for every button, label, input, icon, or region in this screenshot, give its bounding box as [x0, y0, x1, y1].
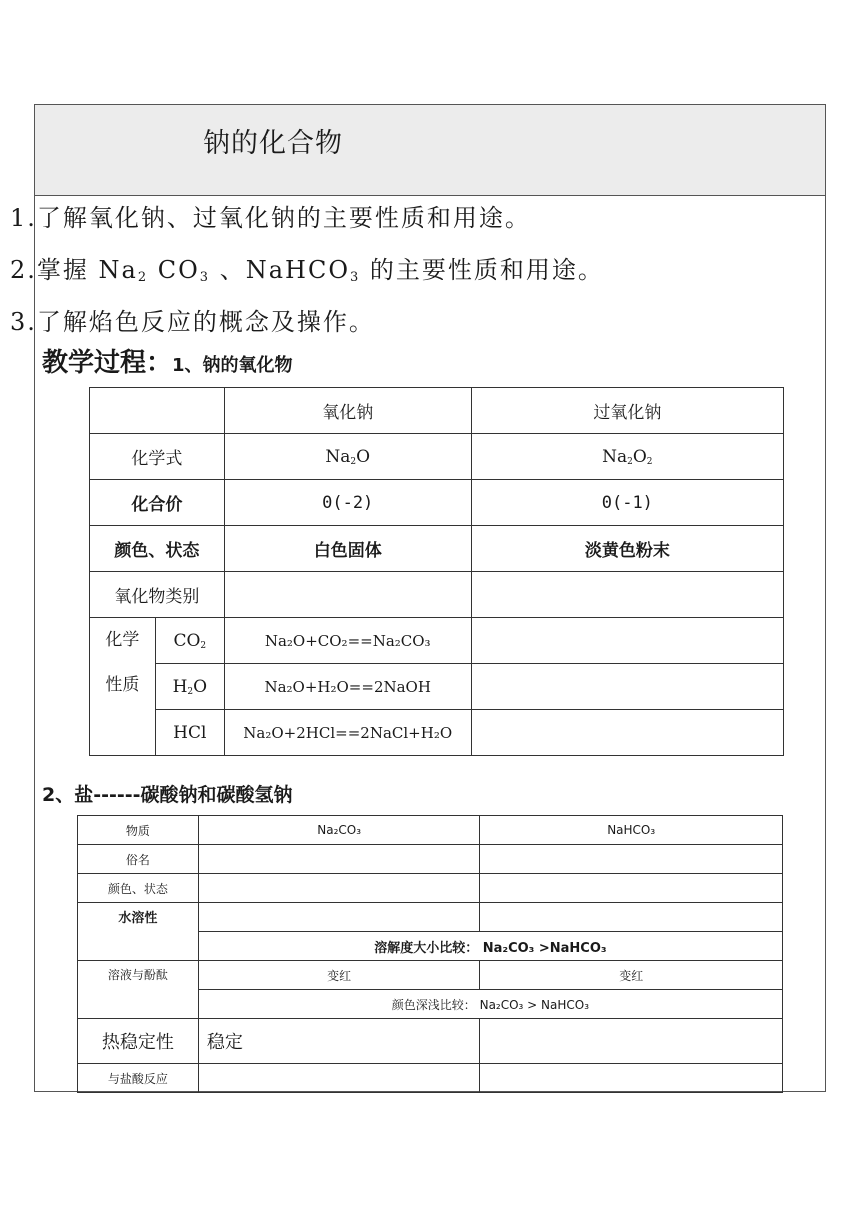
table-row [90, 618, 784, 664]
table-row [90, 526, 784, 572]
table-row [78, 874, 783, 903]
reagent-co2 [155, 618, 224, 664]
table-row [78, 903, 783, 932]
row-label-thermal: 热稳定性 [78, 1019, 199, 1064]
objective-2-separator: 、 [210, 256, 246, 284]
cell-empty [480, 874, 783, 903]
row-label-oxide-class: 氧化物类别 [90, 572, 225, 618]
table-row [78, 1019, 783, 1064]
formula-part: O [632, 446, 647, 467]
process-subheading: 1、钠的氧化物 [172, 355, 293, 376]
cell-na2o2-color-state: 淡黄色粉末 [471, 526, 783, 572]
reagent-sub: 2 [187, 686, 194, 697]
color-compare: 颜色深浅比较： Na₂CO₃ > NaHCO₃ [198, 990, 782, 1019]
cell-na2o-formula [224, 434, 471, 480]
formula-nahco3: NaHCO [245, 256, 350, 284]
cell-empty [480, 903, 783, 932]
cell-na2co3-hcl [198, 1064, 480, 1093]
formula-sub: 2 [646, 456, 653, 467]
formula-na2co3-sub1: 2 [137, 270, 149, 285]
cell-nahco3-phenolphthalein: 变红 [480, 961, 783, 990]
table-row [90, 710, 784, 756]
formula-sub: 2 [350, 456, 357, 467]
objective-2-suffix: 的主要性质和用途。 [360, 256, 604, 284]
chem-props-label-line1: 化学 [105, 630, 140, 650]
header-cell-substance: 物质 [78, 816, 199, 845]
objective-2-prefix: 2.掌握 [10, 256, 99, 284]
cell-nahco3-thermal [480, 1019, 783, 1064]
header-cell-na2o: 氧化钠 [224, 388, 471, 434]
process-heading-line [42, 342, 293, 379]
reagent-h2o [155, 664, 224, 710]
header-cell-na2o2: 过氧化钠 [471, 388, 783, 434]
cell-na2co3-phenolphthalein: 变红 [198, 961, 480, 990]
cell-na2o2-h2o [471, 664, 783, 710]
cell-na2o-oxide-class [224, 572, 471, 618]
reagent-text: H [172, 676, 188, 697]
row-label-common-name: 俗名 [78, 845, 199, 874]
reagent-text: CO [173, 630, 201, 651]
formula-na2co3-c: CO [148, 256, 200, 284]
table-row [78, 1064, 783, 1093]
row-label-color-state: 颜色、状态 [78, 874, 199, 903]
cell-empty [480, 845, 783, 874]
table-row [90, 480, 784, 526]
row-label-formula: 化学式 [90, 434, 225, 480]
equation-h2o: Na₂O+H₂O==2NaOH [224, 664, 471, 710]
cell-na2o2-valence: 0(-1) [471, 480, 783, 526]
header-cell-nahco3: NaHCO₃ [480, 816, 783, 845]
cell-na2co3-thermal: 稳定 [198, 1019, 480, 1064]
cell-na2o2-hcl [471, 710, 783, 756]
cell-nahco3-hcl [480, 1064, 783, 1093]
reagent-sub: 2 [200, 640, 207, 651]
row-label-hcl: 与盐酸反应 [78, 1064, 199, 1093]
cell-na2o2-oxide-class [471, 572, 783, 618]
row-label-color-state: 颜色、状态 [90, 526, 225, 572]
table-row [78, 845, 783, 874]
process-heading: 教学过程： [42, 348, 173, 378]
cell-na2o-color-state: 白色固体 [224, 526, 471, 572]
equation-hcl: Na₂O+2HCl==2NaCl+H₂O [224, 710, 471, 756]
cell-na2o-valence: 0(-2) [224, 480, 471, 526]
salts-table [77, 815, 783, 1093]
formula-part: Na [325, 446, 351, 467]
table-row [90, 388, 784, 434]
table-row [78, 816, 783, 845]
table-row [90, 664, 784, 710]
formula-nahco3-sub: 3 [350, 270, 361, 285]
header-cell-na2co3: Na₂CO₃ [198, 816, 480, 845]
formula-na2co3-a: Na [98, 256, 138, 284]
formula-part: Na [602, 446, 628, 467]
formula-na2co3-sub2: 3 [199, 270, 211, 285]
reagent-text: O [193, 676, 208, 697]
objective-1: 1.了解氧化钠、过氧化钠的主要性质和用途。 [10, 204, 531, 232]
cell-empty [198, 903, 480, 932]
row-label-valence: 化合价 [90, 480, 225, 526]
row-label-phenolphthalein: 溶液与酚酞 [78, 961, 199, 1019]
table-row [90, 572, 784, 618]
content-area [34, 104, 826, 1092]
formula-sub: 2 [627, 456, 633, 467]
formula-part: O [356, 446, 371, 467]
section-2-heading: 2、盐------碳酸钠和碳酸氢钠 [42, 784, 293, 806]
reagent-hcl: HCl [155, 710, 224, 756]
objective-3: 3.了解焰色反应的概念及操作。 [10, 308, 375, 336]
header-cell-empty [90, 388, 225, 434]
solubility-compare: 溶解度大小比较： Na₂CO₃ >NaHCO₃ [198, 932, 782, 961]
oxides-table [89, 387, 784, 756]
page-title: 钠的化合物 [203, 128, 343, 159]
equation-co2: Na₂O+CO₂==Na₂CO₃ [224, 618, 471, 664]
row-label-solubility: 水溶性 [78, 903, 199, 961]
cell-na2o2-co2 [471, 618, 783, 664]
cell-empty [198, 845, 480, 874]
cell-empty [198, 874, 480, 903]
row-label-chem-props [90, 618, 156, 756]
table-row [78, 961, 783, 990]
cell-na2o2-formula [471, 434, 783, 480]
chem-props-label-line2: 性质 [105, 675, 140, 695]
table-row [90, 434, 784, 480]
